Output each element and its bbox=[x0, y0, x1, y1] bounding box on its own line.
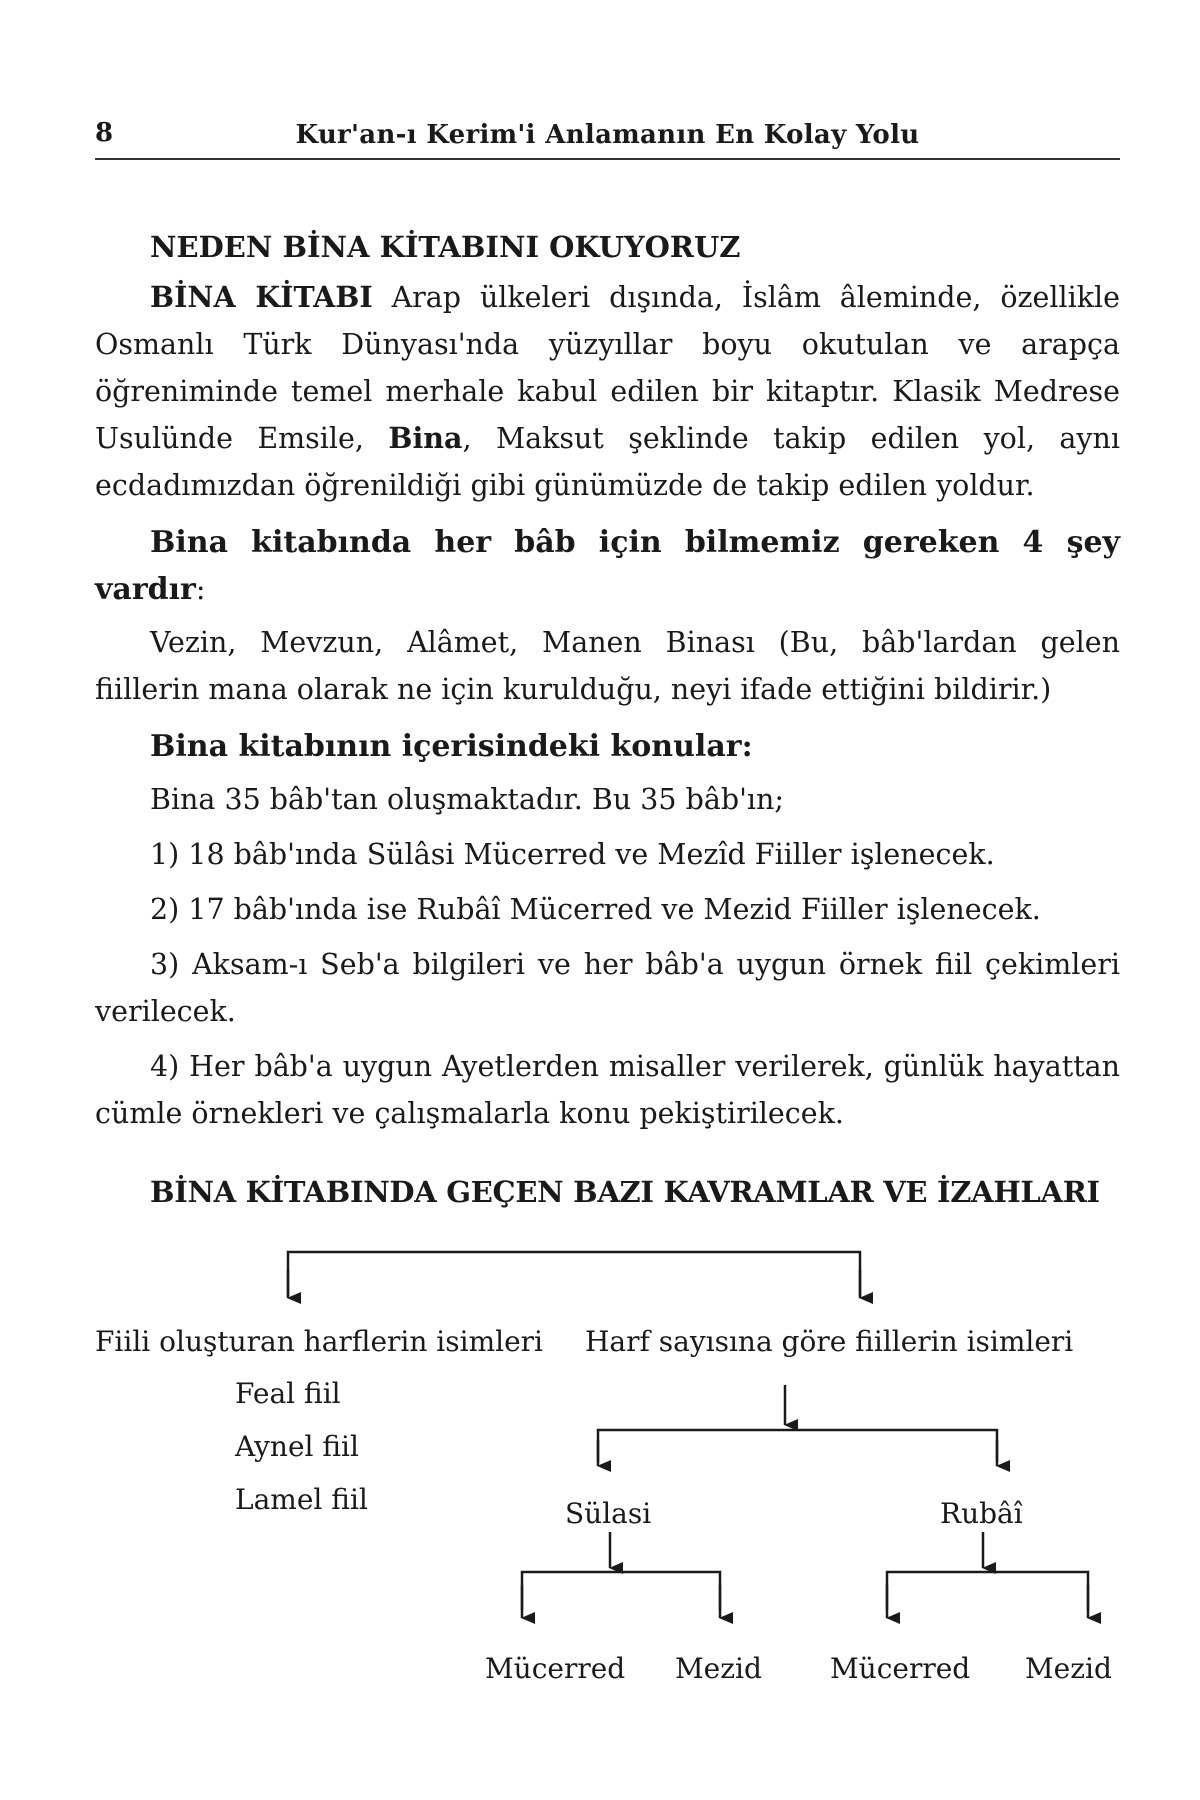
paragraph-text-2: , Maksut şeklinde takip edilen yol, aynı ecdadımızdan öğrenildiği gibi günümüzde de takip edilen yoldur. bbox=[95, 422, 1120, 502]
sulasi-mucerred-label: Mücerred bbox=[485, 1652, 626, 1685]
diagram-title: BİNA KİTABINDA GEÇEN BAZI KAVRAMLAR VE İZAHLARI bbox=[150, 1175, 1100, 1209]
topics-intro: Bina 35 bâb'tan oluşmaktadır. Bu 35 bâb'ın; bbox=[150, 783, 784, 816]
page-number: 8 bbox=[95, 118, 114, 148]
sulasi-label: Sülasi bbox=[565, 1497, 652, 1530]
running-title: Kur'an-ı Kerim'i Anlamanın En Kolay Yolu bbox=[295, 120, 920, 150]
left-item-lamel: Lamel fiil bbox=[235, 1483, 368, 1516]
list-item: 4) Her bâb'a uygun Ayetlerden misaller verilerek, günlük hayattan cümle örnekleri ve çalışmalarla konu pekiştirilecek. bbox=[95, 1050, 1120, 1130]
list-item: 1) 18 bâb'ında Sülâsi Mücerred ve Mezîd Fiiller işlenecek. bbox=[150, 838, 995, 871]
left-item-aynel: Aynel fiil bbox=[235, 1430, 359, 1463]
right-branch-label: Harf sayısına göre fiillerin isimleri bbox=[585, 1325, 1074, 1358]
heading-colon: : bbox=[195, 573, 206, 606]
rubai-mezid-label: Mezid bbox=[1025, 1652, 1112, 1685]
rubai-bracket-line bbox=[887, 1572, 1088, 1610]
bold-lead: BİNA KİTABI bbox=[150, 280, 373, 314]
bold-bina: Bina bbox=[388, 421, 463, 455]
rubai-mucerred-label: Mücerred bbox=[830, 1652, 971, 1685]
rubai-label: Rubâî bbox=[940, 1497, 1023, 1530]
list-item: 3) Aksam-ı Seb'a bilgileri ve her bâb'a uygun örnek fiil çekimleri verilecek. bbox=[95, 948, 1120, 1028]
four-things-text: Vezin, Mevzun, Alâmet, Manen Binası (Bu, bâb'lardan gelen fiillerin mana olarak ne için kurulduğu, neyi ifade ettiğini bildirir.) bbox=[95, 626, 1120, 706]
sulasi-mezid-label: Mezid bbox=[675, 1652, 762, 1685]
left-item-feal: Feal fiil bbox=[235, 1377, 341, 1410]
top-bracket-line bbox=[288, 1252, 860, 1296]
paragraph-text-1: Arap ülkeleri dışında, İslâm âleminde, özellikle Osmanlı Türk Dünyası'nda yüzyıllar boyu okutulan ve arapça öğreniminde temel merhale kabul edilen bir kitaptır. Klasik Medrese Usulünde Emsile, bbox=[95, 281, 1120, 455]
mid-bracket-line bbox=[598, 1430, 997, 1462]
four-things-heading: Bina kitabında her bâb için bilmemiz gereken 4 şey vardır bbox=[95, 525, 1120, 607]
sulasi-bracket-line bbox=[522, 1572, 720, 1610]
topics-heading: Bina kitabının içerisindeki konular: bbox=[150, 729, 753, 764]
list-item: 2) 17 bâb'ında ise Rubâî Mücerred ve Mezid Fiiller işlenecek. bbox=[150, 893, 1041, 926]
section-heading-why-bina: NEDEN BİNA KİTABINI OKUYORUZ bbox=[150, 230, 741, 264]
left-branch-label: Fiili oluşturan harflerin isimleri bbox=[95, 1325, 543, 1358]
